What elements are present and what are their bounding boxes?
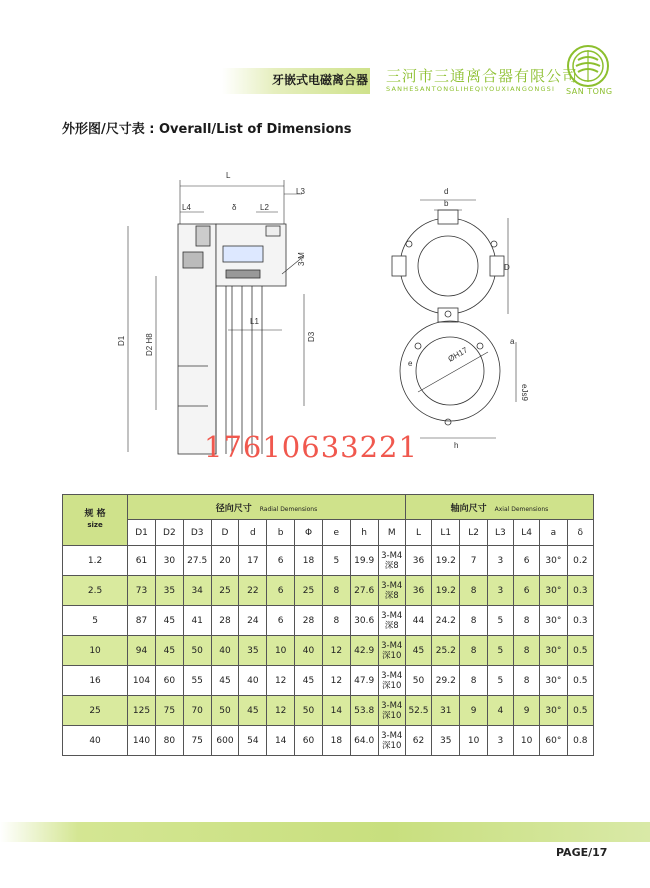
table-row: [63, 606, 594, 636]
cell-L4: 8: [514, 636, 540, 666]
cell-h: 27.6: [350, 576, 378, 606]
technical-drawing: [108, 166, 528, 456]
cell-h: 47.9: [350, 666, 378, 696]
cell-D3: 55: [183, 666, 211, 696]
cell-L3: 3: [487, 546, 513, 576]
page-number: PAGE/17: [556, 846, 608, 859]
cell-D2: 45: [155, 606, 183, 636]
cell-L: 44: [405, 606, 431, 636]
cell-D: 45: [211, 666, 239, 696]
cell-M: [378, 546, 405, 576]
cell-L2: 8: [460, 636, 487, 666]
cell-phi: 45: [295, 666, 323, 696]
cell-M-depth: 深10: [382, 680, 402, 691]
cell-L1: 31: [432, 696, 460, 726]
cell-M: [378, 636, 405, 666]
col-e: e: [322, 520, 350, 546]
cell-L4: 8: [514, 666, 540, 696]
cell-a: 30°: [540, 576, 567, 606]
cell-d: 17: [239, 546, 267, 576]
axial-header: 轴向尺寸 Axial Demensions: [405, 495, 593, 520]
cell-L4: 8: [514, 606, 540, 636]
cell-b: 6: [267, 576, 295, 606]
cell-L4: 10: [514, 726, 540, 756]
cell-L3: 5: [487, 636, 513, 666]
cell-phi: 60: [295, 726, 323, 756]
cell-L2: 9: [460, 696, 487, 726]
cell-D2: 60: [155, 666, 183, 696]
label-a: a: [510, 337, 515, 346]
watermark-phone: 17610633221: [204, 430, 418, 464]
table-row: [63, 696, 594, 726]
cell-delta: 0.2: [567, 546, 593, 576]
label-e: e: [408, 359, 413, 368]
logo-text: SAN TONG: [566, 87, 613, 96]
col-a: a: [540, 520, 567, 546]
cell-d: 54: [239, 726, 267, 756]
col-D1: D1: [128, 520, 156, 546]
front-view-bore: [400, 321, 516, 438]
cell-size: 16: [63, 666, 128, 696]
cell-M-thread: 3-M4: [381, 640, 403, 651]
cell-L4: 9: [514, 696, 540, 726]
company-logo-icon: [566, 44, 610, 88]
cell-e: 14: [322, 696, 350, 726]
cell-e: 8: [322, 576, 350, 606]
col-delta: δ: [567, 520, 593, 546]
cell-delta: 0.3: [567, 606, 593, 636]
label-delta: δ: [232, 203, 237, 212]
label-h: h: [454, 441, 459, 450]
cell-L: 62: [405, 726, 431, 756]
cell-delta: 0.3: [567, 576, 593, 606]
table-row: [63, 576, 594, 606]
cell-D: 50: [211, 696, 239, 726]
cell-M-depth: 深8: [384, 590, 399, 601]
cell-D1: 140: [128, 726, 156, 756]
cell-M-depth: 深10: [382, 650, 402, 661]
cell-h: 42.9: [350, 636, 378, 666]
label-H17: ØH17: [446, 345, 470, 364]
cell-L1: 24.2: [432, 606, 460, 636]
cell-M: [378, 576, 405, 606]
cell-delta: 0.8: [567, 726, 593, 756]
label-L: L: [226, 171, 231, 180]
cell-M-thread: 3-M4: [381, 730, 403, 741]
cell-phi: 18: [295, 546, 323, 576]
cell-size: 5: [63, 606, 128, 636]
cell-L1: 35: [432, 726, 460, 756]
col-d: d: [239, 520, 267, 546]
cell-L: 50: [405, 666, 431, 696]
side-view: [178, 224, 286, 454]
cell-L3: 5: [487, 666, 513, 696]
cell-D: 20: [211, 546, 239, 576]
cell-D3: 75: [183, 726, 211, 756]
cell-phi: 40: [295, 636, 323, 666]
cell-b: 14: [267, 726, 295, 756]
cell-D2: 35: [155, 576, 183, 606]
cell-d: 24: [239, 606, 267, 636]
cell-b: 6: [267, 606, 295, 636]
col-phi: Φ: [295, 520, 323, 546]
section-title: 外形图/尺寸表 : Overall/List of Dimensions: [62, 122, 352, 137]
cell-size: 10: [63, 636, 128, 666]
cell-D3: 41: [183, 606, 211, 636]
cell-delta: 0.5: [567, 636, 593, 666]
cell-D2: 30: [155, 546, 183, 576]
cell-D1: 87: [128, 606, 156, 636]
cell-L1: 25.2: [432, 636, 460, 666]
col-D: D: [211, 520, 239, 546]
cell-M-depth: 深8: [384, 560, 399, 571]
cell-D: 600: [211, 726, 239, 756]
cell-e: 18: [322, 726, 350, 756]
cell-M-thread: 3-M4: [381, 580, 403, 591]
cell-phi: 25: [295, 576, 323, 606]
label-D: D: [504, 263, 510, 272]
cell-L2: 10: [460, 726, 487, 756]
label-D1: D1: [117, 335, 126, 346]
cell-D3: 27.5: [183, 546, 211, 576]
cell-D3: 70: [183, 696, 211, 726]
label-d: d: [444, 187, 449, 196]
cell-size: 40: [63, 726, 128, 756]
table-row: [63, 726, 594, 756]
cell-a: 30°: [540, 666, 567, 696]
product-title: 牙嵌式电磁离合器: [272, 73, 369, 87]
cell-M: [378, 696, 405, 726]
col-L3: L3: [487, 520, 513, 546]
cell-D2: 45: [155, 636, 183, 666]
column-header-row: [63, 520, 594, 546]
size-header: 规 格 size: [63, 495, 128, 546]
cell-b: 10: [267, 636, 295, 666]
label-Js9: eJs9: [520, 384, 529, 401]
cell-b: 12: [267, 696, 295, 726]
company-name-en: SANHESANTONGLIHEQIYOUXIANGONGSI: [386, 85, 556, 93]
cell-d: 35: [239, 636, 267, 666]
cell-L: 36: [405, 546, 431, 576]
cell-b: 12: [267, 666, 295, 696]
cell-L2: 7: [460, 546, 487, 576]
cell-D1: 104: [128, 666, 156, 696]
dimension-table: [62, 494, 594, 756]
cell-h: 53.8: [350, 696, 378, 726]
cell-a: 30°: [540, 636, 567, 666]
cell-D3: 50: [183, 636, 211, 666]
label-D2: D2 H8: [145, 333, 154, 356]
cell-D1: 94: [128, 636, 156, 666]
cell-L1: 19.2: [432, 576, 460, 606]
cell-L3: 5: [487, 606, 513, 636]
cell-L3: 3: [487, 726, 513, 756]
cell-M-thread: 3-M4: [381, 700, 403, 711]
cell-e: 5: [322, 546, 350, 576]
col-M: M: [378, 520, 405, 546]
cell-h: 19.9: [350, 546, 378, 576]
cell-L3: 3: [487, 576, 513, 606]
col-L2: L2: [460, 520, 487, 546]
cell-a: 30°: [540, 606, 567, 636]
col-L1: L1: [432, 520, 460, 546]
cell-D1: 125: [128, 696, 156, 726]
cell-M: [378, 606, 405, 636]
cell-size: 25: [63, 696, 128, 726]
col-D2: D2: [155, 520, 183, 546]
table-row: [63, 666, 594, 696]
cell-M-thread: 3-M4: [381, 670, 403, 681]
cell-M-depth: 深10: [382, 740, 402, 751]
label-L1: L1: [250, 317, 259, 326]
front-view-spline: [392, 200, 508, 322]
cell-a: 30°: [540, 696, 567, 726]
cell-b: 6: [267, 546, 295, 576]
cell-M: [378, 726, 405, 756]
label-L3: L3: [296, 187, 305, 196]
cell-delta: 0.5: [567, 666, 593, 696]
cell-D: 25: [211, 576, 239, 606]
cell-L2: 8: [460, 606, 487, 636]
cell-d: 45: [239, 696, 267, 726]
cell-M-thread: 3-M4: [381, 610, 403, 621]
cell-L2: 8: [460, 666, 487, 696]
cell-L4: 6: [514, 546, 540, 576]
cell-L: 52.5: [405, 696, 431, 726]
cell-L4: 6: [514, 576, 540, 606]
cell-d: 40: [239, 666, 267, 696]
cell-a: 60°: [540, 726, 567, 756]
cell-phi: 28: [295, 606, 323, 636]
table-row: [63, 546, 594, 576]
cell-L2: 8: [460, 576, 487, 606]
cell-h: 64.0: [350, 726, 378, 756]
table-row: [63, 636, 594, 666]
cell-D: 28: [211, 606, 239, 636]
cell-e: 12: [322, 666, 350, 696]
cell-L: 36: [405, 576, 431, 606]
cell-size: 1.2: [63, 546, 128, 576]
cell-L1: 19.2: [432, 546, 460, 576]
cell-L3: 4: [487, 696, 513, 726]
cell-M-depth: 深8: [384, 620, 399, 631]
cell-D2: 75: [155, 696, 183, 726]
footer-band: [0, 822, 650, 842]
cell-e: 8: [322, 606, 350, 636]
cell-e: 12: [322, 636, 350, 666]
col-h: h: [350, 520, 378, 546]
cell-phi: 50: [295, 696, 323, 726]
company-name-cn: 三河市三通离合器有限公司: [386, 67, 579, 85]
label-L4: L4: [182, 203, 191, 212]
col-L: L: [405, 520, 431, 546]
cell-L1: 29.2: [432, 666, 460, 696]
cell-D1: 73: [128, 576, 156, 606]
cell-D3: 34: [183, 576, 211, 606]
cell-delta: 0.5: [567, 696, 593, 726]
cell-a: 30°: [540, 546, 567, 576]
col-b: b: [267, 520, 295, 546]
label-b: b: [444, 199, 449, 208]
cell-h: 30.6: [350, 606, 378, 636]
col-L4: L4: [514, 520, 540, 546]
label-M: 3-M: [297, 252, 306, 266]
cell-D1: 61: [128, 546, 156, 576]
cell-M-thread: 3-M4: [381, 550, 403, 561]
cell-D: 40: [211, 636, 239, 666]
cell-size: 2.5: [63, 576, 128, 606]
cell-d: 22: [239, 576, 267, 606]
label-D3: D3: [307, 331, 316, 342]
cell-M: [378, 666, 405, 696]
label-L2: L2: [260, 203, 269, 212]
cell-D2: 80: [155, 726, 183, 756]
radial-header: 径向尺寸 Radial Demensions: [128, 495, 406, 520]
cell-L: 45: [405, 636, 431, 666]
cell-M-depth: 深10: [382, 710, 402, 721]
col-D3: D3: [183, 520, 211, 546]
